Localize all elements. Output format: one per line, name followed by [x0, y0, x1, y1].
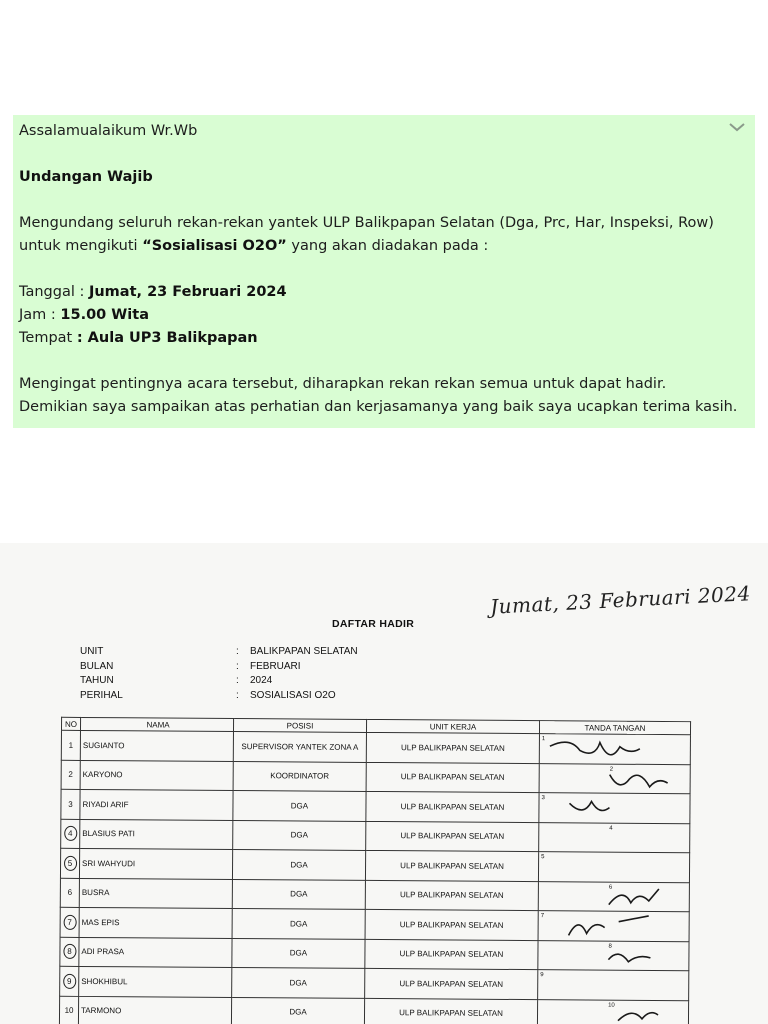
table-row	[61, 730, 690, 764]
cell-posisi: DGA	[233, 791, 366, 821]
cell-unit-kerja: ULP BALIKPAPAN SELATAN	[365, 850, 538, 881]
closing-line-1: Mengingat pentingnya acara tersebut, diharapkan rekan rekan semua untuk dapat hadir.	[19, 376, 667, 392]
table-row	[60, 907, 689, 941]
cell-nama: RIYADI ARIF	[80, 789, 233, 820]
cell-unit-kerja: ULP BALIKPAPAN SELATAN	[365, 909, 538, 940]
meta-row	[80, 689, 358, 704]
meta-colon: :	[236, 646, 239, 657]
signature-scribble	[538, 1002, 678, 1024]
cell-no: 3	[61, 789, 80, 819]
cell-tanda-tangan	[538, 881, 689, 912]
cell-nama: BLASIUS PATI	[80, 819, 233, 850]
signature-scribble	[539, 884, 679, 911]
col-unit-kerja: UNIT KERJA	[366, 719, 539, 733]
signature-number: 1	[541, 736, 546, 743]
signature-number: 9	[540, 972, 544, 979]
cell-no	[60, 848, 79, 878]
cell-posisi: DGA	[232, 879, 365, 909]
cell-nama: MAS EPIS	[79, 907, 232, 938]
tanggal-line: Tanggal : Jumat, 23 Februari 2024	[19, 284, 287, 300]
meta-colon: :	[236, 660, 239, 672]
document-meta	[80, 645, 358, 703]
message-line-2: untuk mengikuti “Sosialisasi O2O” yang akan diadakan pada :	[19, 238, 489, 254]
signature-number: 4	[609, 825, 613, 832]
meta-value: 2024	[250, 675, 273, 686]
signature-scribble	[539, 795, 679, 822]
cell-posisi: DGA	[231, 997, 364, 1024]
circled-number: 9	[63, 974, 76, 989]
signature-number: 2	[609, 766, 614, 773]
table-row	[60, 966, 689, 1000]
table-row	[61, 819, 690, 853]
signature-scribble	[539, 913, 679, 940]
cell-unit-kerja: ULP BALIKPAPAN SELATAN	[364, 998, 537, 1024]
circled-number: 4	[64, 826, 77, 841]
message-heading: Undangan Wajib	[19, 169, 153, 185]
cell-no	[61, 819, 80, 849]
cell-unit-kerja: ULP BALIKPAPAN SELATAN	[365, 968, 538, 999]
cell-unit-kerja: ULP BALIKPAPAN SELATAN	[366, 821, 539, 852]
meta-value: BALIKPAPAN SELATAN	[250, 646, 358, 657]
cell-nama: TARMONO	[78, 996, 231, 1024]
cell-no: 6	[60, 878, 79, 908]
cell-no	[60, 937, 79, 967]
cell-tanda-tangan	[538, 852, 689, 883]
cell-nama: KARYONO	[80, 760, 233, 791]
cell-nama: SHOKHIBUL	[79, 966, 232, 997]
cell-no	[60, 907, 79, 937]
signature-number: 6	[608, 884, 613, 891]
cell-posisi: KOORDINATOR	[233, 761, 366, 791]
cell-posisi: DGA	[232, 968, 365, 998]
tempat-line: Tempat : Aula UP3 Balikpapan	[19, 330, 258, 346]
document-title: DAFTAR HADIR	[332, 618, 415, 630]
signature-scribble	[538, 943, 678, 970]
cell-no: 1	[61, 730, 80, 760]
cell-nama: SRI WAHYUDI	[79, 848, 232, 879]
col-posisi: POSISI	[233, 719, 366, 733]
jam-line: Jam : 15.00 Wita	[19, 307, 149, 323]
table-row	[61, 789, 690, 823]
col-tanda-tangan: TANDA TANGAN	[539, 721, 690, 735]
cell-no: 10	[59, 996, 78, 1024]
cell-nama: SUGIANTO	[80, 730, 233, 761]
table-row	[60, 937, 689, 971]
cell-tanda-tangan	[537, 999, 688, 1024]
attendance-sheet-image[interactable]	[0, 543, 768, 1024]
col-nama: NAMA	[80, 717, 233, 731]
cell-tanda-tangan	[538, 940, 689, 971]
cell-unit-kerja: ULP BALIKPAPAN SELATAN	[366, 762, 539, 793]
col-no: NO	[61, 717, 80, 730]
cell-posisi: DGA	[232, 909, 365, 939]
cell-tanda-tangan	[539, 734, 690, 765]
chevron-down-icon[interactable]	[727, 117, 747, 137]
meta-key: TAHUN	[80, 675, 114, 686]
signature-number: 5	[541, 854, 545, 861]
meta-colon: :	[236, 675, 239, 686]
signature-number: 8	[608, 943, 612, 950]
meta-key: PERIHAL	[80, 689, 123, 701]
meta-value: FEBRUARI	[250, 660, 301, 672]
meta-row	[80, 645, 358, 660]
table-row	[61, 760, 690, 794]
table-row	[60, 878, 689, 912]
cell-tanda-tangan	[539, 822, 690, 853]
cell-unit-kerja: ULP BALIKPAPAN SELATAN	[365, 880, 538, 911]
cell-posisi: DGA	[232, 938, 365, 968]
meta-key: UNIT	[80, 646, 104, 657]
meta-row	[80, 660, 358, 675]
message-bubble	[13, 115, 755, 428]
signature-number: 7	[540, 913, 545, 920]
circled-number: 8	[63, 944, 76, 959]
cell-unit-kerja: ULP BALIKPAPAN SELATAN	[365, 939, 538, 970]
cell-nama: ADI PRASA	[79, 937, 232, 968]
cell-posisi: DGA	[232, 850, 365, 880]
message-line-1: Mengundang seluruh rekan-rekan yantek ULP Balikpapan Selatan (Dga, Prc, Har, Inspeksi, Row)	[19, 215, 714, 231]
circled-number: 5	[64, 856, 77, 871]
greeting: Assalamualaikum Wr.Wb	[19, 123, 198, 139]
cell-tanda-tangan	[539, 763, 690, 794]
handwritten-date: Jumat, 23 Februari 2024	[489, 581, 752, 619]
cell-tanda-tangan	[538, 911, 689, 942]
meta-row	[80, 674, 358, 689]
cell-unit-kerja: ULP BALIKPAPAN SELATAN	[366, 732, 539, 763]
meta-value: SOSIALISASI O2O	[250, 689, 336, 701]
table-row	[60, 848, 689, 882]
signature-scribble	[540, 766, 680, 793]
cell-nama: BUSRA	[79, 878, 232, 909]
cell-unit-kerja: ULP BALIKPAPAN SELATAN	[366, 791, 539, 822]
closing-line-2: Demikian saya sampaikan atas perhatian dan kerjasamanya yang baik saya ucapkan terima kasih.	[19, 399, 738, 415]
cell-posisi: SUPERVISOR YANTEK ZONA A	[233, 732, 366, 762]
cell-tanda-tangan	[539, 793, 690, 824]
meta-key: BULAN	[80, 660, 114, 672]
table-row	[59, 996, 688, 1024]
attendance-table	[59, 717, 691, 1024]
cell-no: 2	[61, 760, 80, 790]
signature-number: 3	[541, 795, 545, 802]
signature-scribble	[540, 736, 680, 763]
cell-tanda-tangan	[538, 970, 689, 1001]
signature-number: 10	[608, 1002, 615, 1009]
meta-colon: :	[236, 689, 239, 701]
cell-posisi: DGA	[233, 820, 366, 850]
cell-no	[60, 966, 79, 996]
circled-number: 7	[63, 915, 76, 930]
